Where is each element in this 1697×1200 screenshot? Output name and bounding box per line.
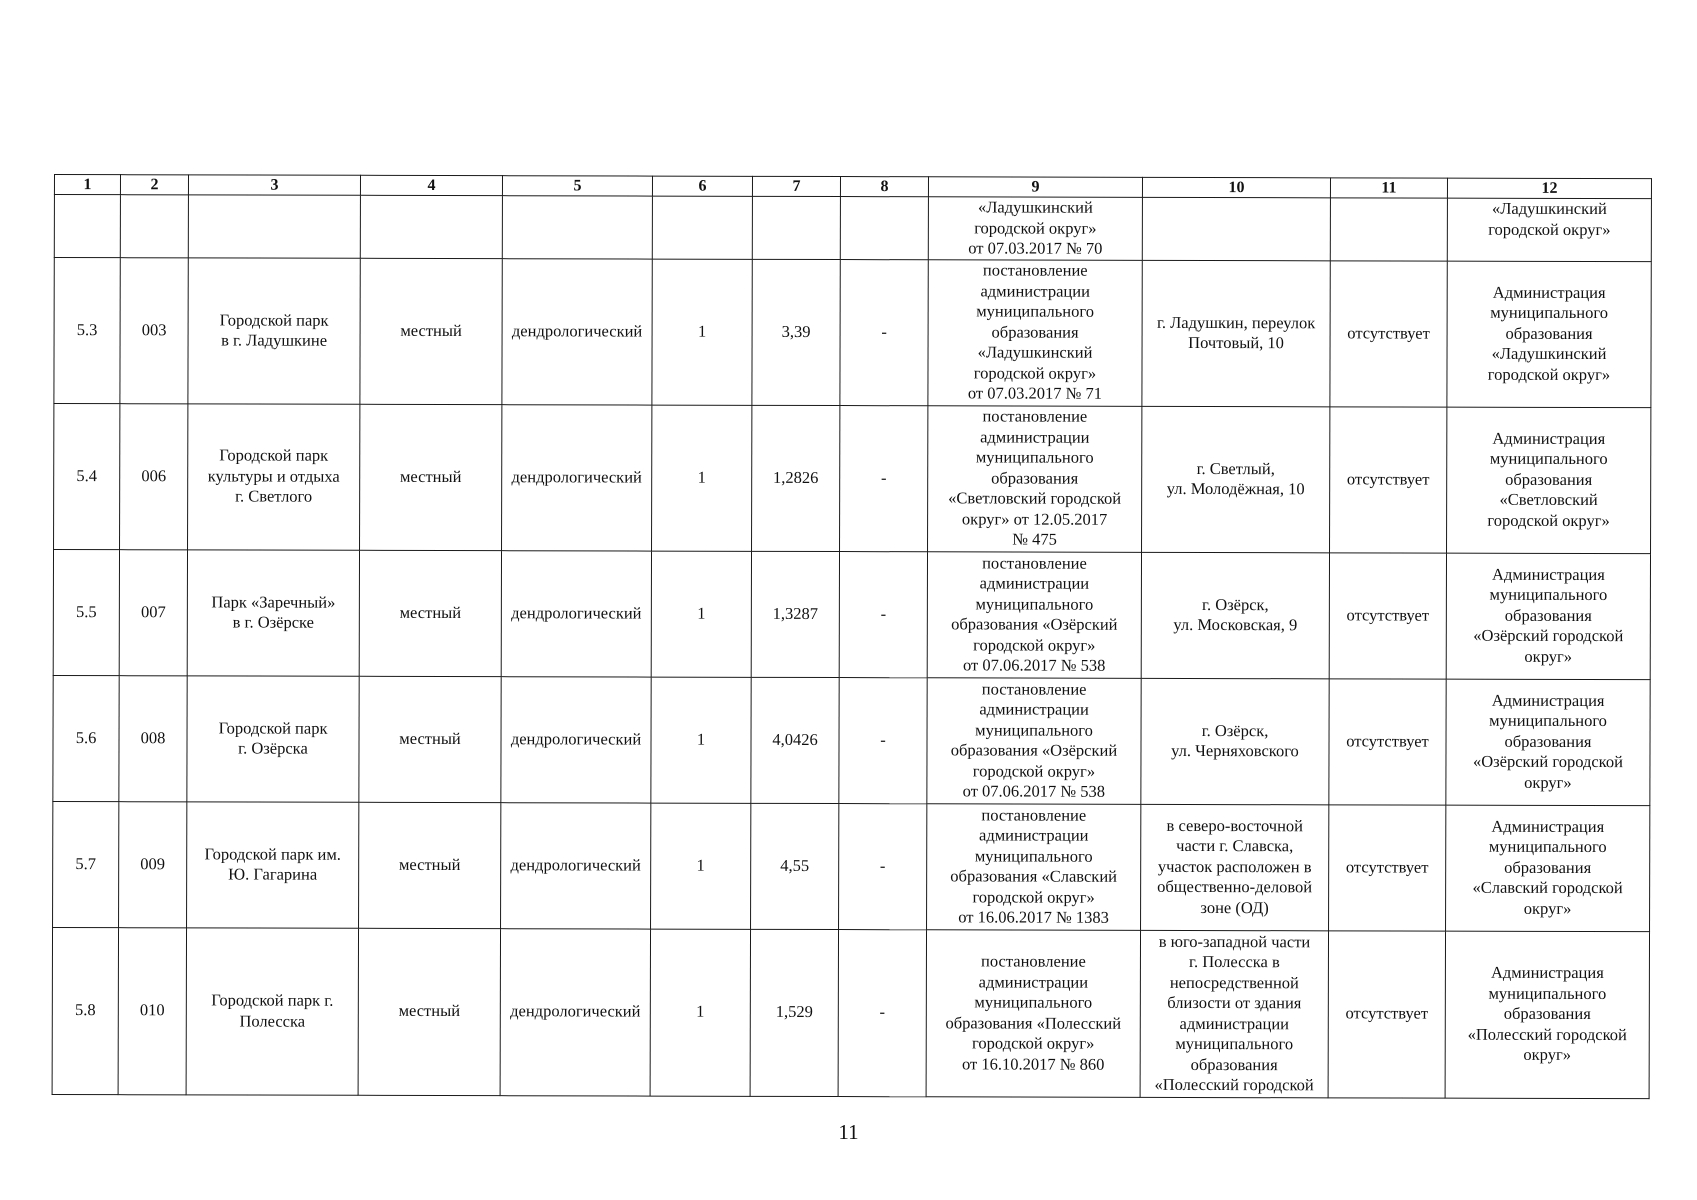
table-row	[52, 927, 1649, 1098]
cell-legal-act: постановление администрации муниципального образования «Ладушкинский городской округ» от 07.03.2017 № 71	[928, 259, 1142, 406]
cell-managing-body: «Ладушкинский городской округ»	[1447, 198, 1651, 261]
column-header: 6	[652, 176, 752, 196]
cell-significance	[360, 195, 502, 258]
cell-category: 1	[652, 405, 752, 551]
cell-category: 1	[651, 551, 751, 677]
cell-code: 008	[119, 675, 187, 801]
cell-buffer: -	[839, 803, 927, 929]
column-header: 4	[360, 175, 502, 195]
cell-managing-body: Администрация муниципального образования «Озёрский городской округ»	[1446, 679, 1650, 806]
cell-encumbrance: отсутствует	[1329, 678, 1446, 804]
cell-category: 1	[650, 929, 750, 1096]
table-row	[53, 801, 1650, 931]
cell-legal-act: постановление администрации муниципального образования «Светловский городской округ» от 12.05.2017 № 475	[928, 405, 1142, 552]
cell-location: г. Озёрск, ул. Черняховского	[1141, 678, 1329, 804]
cell-managing-body: Администрация муниципального образования «Озёрский городской округ»	[1446, 553, 1650, 680]
cell-row-number: 5.8	[52, 927, 118, 1094]
cell-significance: местный	[360, 404, 502, 550]
cell-code	[120, 195, 188, 258]
column-header: 1	[54, 175, 120, 195]
cell-park-name: Городской парк в г. Ладушкине	[188, 257, 360, 403]
column-header: 12	[1447, 178, 1651, 199]
cell-encumbrance: отсутствует	[1329, 552, 1446, 678]
cell-significance: местный	[359, 676, 501, 802]
cell-area: 1,529	[750, 929, 838, 1096]
cell-park-name: Городской парк г. Озёрска	[187, 675, 359, 801]
cell-location: в юго-западной части г. Полесска в непосредственной близости от здания администрации муниципального образования «Полесский городской	[1140, 930, 1328, 1097]
cell-profile: дендрологический	[502, 258, 652, 404]
cell-legal-act: постановление администрации муниципального образования «Озёрский городской округ» от 07.06.2017 № 538	[927, 551, 1141, 678]
cell-park-name: Городской парк г. Полесска	[186, 927, 358, 1094]
cell-category	[652, 196, 752, 259]
column-header: 7	[752, 176, 840, 196]
cell-row-number	[54, 195, 120, 258]
cell-park-name: Городской парк им. Ю. Гагарина	[187, 801, 359, 927]
cell-encumbrance: отсутствует	[1329, 804, 1446, 930]
cell-profile	[502, 196, 652, 259]
cell-profile: дендрологический	[502, 404, 652, 550]
cell-legal-act: постановление администрации муниципального образования «Полесский городской округ» от 16.10.2017 № 860	[926, 929, 1140, 1097]
cell-significance: местный	[359, 802, 501, 928]
cell-profile: дендрологический	[500, 928, 650, 1095]
cell-row-number: 5.6	[53, 675, 119, 801]
cell-code: 007	[119, 549, 187, 675]
cell-area	[752, 196, 840, 259]
cell-significance: местный	[358, 928, 500, 1095]
cell-location	[1142, 197, 1330, 260]
cell-park-name	[188, 195, 360, 258]
column-header: 5	[502, 176, 652, 196]
cell-encumbrance: отсутствует	[1330, 260, 1447, 406]
column-header: 3	[188, 175, 360, 195]
table-row	[54, 403, 1651, 553]
cell-area: 1,3287	[751, 551, 839, 677]
cell-buffer: -	[839, 677, 927, 803]
cell-legal-act: постановление администрации муниципального образования «Славский городской округ» от 16.06.2017 № 1383	[927, 803, 1141, 930]
cell-code: 006	[120, 403, 188, 549]
register-table	[52, 174, 1652, 1099]
cell-park-name: Парк «Заречный» в г. Озёрске	[187, 549, 359, 675]
cell-buffer: -	[840, 259, 928, 405]
table-row	[53, 549, 1650, 679]
cell-park-name: Городской парк культуры и отдыха г. Светлого	[188, 403, 360, 549]
column-header: 8	[840, 177, 928, 197]
cell-profile: дендрологический	[501, 802, 651, 928]
cell-location: г. Ладушкин, переулок Почтовый, 10	[1142, 260, 1330, 406]
cell-area: 4,55	[751, 803, 839, 929]
cell-legal-act: «Ладушкинский городской округ» от 07.03.2017 № 70	[928, 197, 1142, 260]
cell-significance: местный	[360, 258, 502, 404]
cell-row-number: 5.4	[54, 403, 120, 549]
column-header: 2	[120, 175, 188, 195]
cell-code: 009	[119, 801, 187, 927]
column-header: 9	[928, 177, 1142, 198]
cell-category: 1	[652, 259, 752, 405]
cell-row-number: 5.5	[53, 549, 119, 675]
cell-location: г. Светлый, ул. Молодёжная, 10	[1142, 406, 1330, 552]
cell-encumbrance: отсутствует	[1328, 930, 1445, 1097]
cell-encumbrance: отсутствует	[1330, 406, 1447, 552]
cell-area: 4,0426	[751, 677, 839, 803]
cell-profile: дендрологический	[501, 550, 651, 676]
cell-encumbrance	[1330, 198, 1447, 261]
table-row	[54, 257, 1651, 407]
cell-category: 1	[651, 677, 751, 803]
cell-location: в северо-восточной части г. Славска, участок расположен в общественно-деловой зоне (ОД)	[1141, 804, 1329, 930]
cell-managing-body: Администрация муниципального образования «Славский городской округ»	[1446, 805, 1650, 932]
cell-code: 003	[120, 257, 188, 403]
cell-buffer	[840, 197, 928, 260]
cell-legal-act: постановление администрации муниципального образования «Озёрский городской округ» от 07.06.2017 № 538	[927, 677, 1141, 804]
table-row	[53, 675, 1650, 805]
cell-managing-body: Администрация муниципального образования «Полесский городской округ»	[1445, 931, 1649, 1099]
cell-area: 3,39	[752, 259, 840, 405]
cell-significance: местный	[359, 550, 501, 676]
cell-buffer: -	[840, 405, 928, 551]
cell-profile: дендрологический	[501, 676, 651, 802]
cell-location: г. Озёрск, ул. Московская, 9	[1141, 552, 1329, 678]
cell-row-number: 5.3	[54, 257, 120, 403]
cell-area: 1,2826	[752, 405, 840, 551]
cell-buffer: -	[838, 929, 926, 1096]
page-number: 11	[838, 1120, 859, 1144]
cell-row-number: 5.7	[53, 801, 119, 927]
cell-managing-body: Администрация муниципального образования «Ладушкинский городской округ»	[1447, 261, 1651, 408]
column-header: 10	[1142, 177, 1330, 197]
cell-managing-body: Администрация муниципального образования «Светловский городской округ»	[1447, 407, 1651, 554]
table-row	[54, 195, 1651, 262]
cell-code: 010	[118, 927, 186, 1094]
column-header: 11	[1330, 178, 1447, 198]
cell-category: 1	[651, 803, 751, 929]
cell-buffer: -	[839, 551, 927, 677]
